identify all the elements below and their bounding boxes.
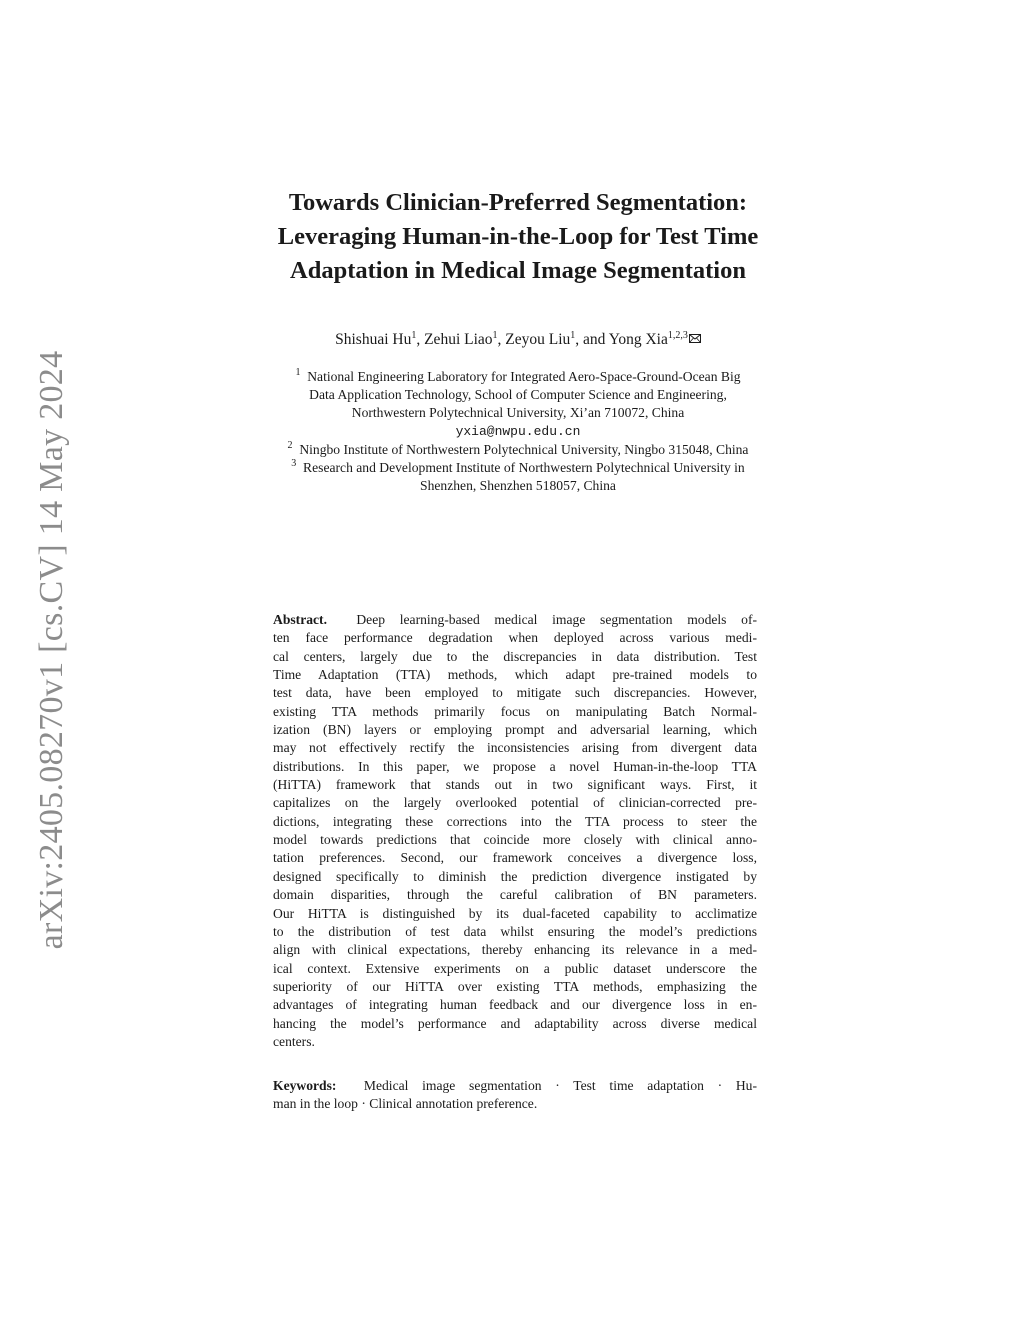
keywords-label: Keywords:	[273, 1078, 337, 1093]
author-affiliation-mark: 1	[570, 330, 576, 341]
keywords-line: man in the loop · Clinical annotation preference.	[273, 1096, 538, 1112]
paper-title	[212, 186, 824, 288]
abstract-line: distributions. In this paper, we propose a novel Human-in-the-loop TTA	[273, 758, 757, 774]
abstract-line: domain disparities, through the careful calibration of BN parameters.	[273, 887, 757, 903]
keywords-line	[273, 1077, 757, 1095]
abstract-line: tation preferences. Second, our framework conceives a divergence loss,	[273, 850, 757, 866]
title-line: Leveraging Human-in-the-Loop for Test Time	[277, 223, 759, 250]
abstract-line: advantages of integrating human feedback and our divergence loss in en-	[273, 997, 757, 1013]
abstract-line: test data, have been employed to mitigate such discrepancies. However,	[273, 685, 757, 701]
abstract-line: ten face performance degradation when deployed across various medi-	[273, 630, 757, 646]
affiliation-text: Research and Development Institute of Northwestern Polytechnical University in	[303, 460, 745, 476]
abstract-line: hancing the model’s performance and adaptability across diverse medical	[273, 1015, 757, 1031]
affiliation-text: National Engineering Laboratory for Integrated Aero-Space-Ground-Ocean Big	[307, 369, 741, 384]
abstract-line: centers.	[273, 1033, 315, 1049]
affiliation-1-cont: Northwestern Polytechnical University, Xi’an 710072, China	[351, 405, 685, 421]
abstract	[273, 611, 757, 1051]
contact-email[interactable]: yxia@nwpu.edu.cn	[455, 423, 581, 439]
abstract-line: cal centers, largely due to the discrepancies in data distribution. Test	[273, 648, 757, 664]
author-name: Shishuai Hu	[335, 331, 412, 348]
abstract-line: ization (BN) layers or employing prompt and adversarial learning, which	[273, 722, 757, 738]
abstract-line: superiority of our HiTTA over existing TTA methods, emphasizing the	[273, 978, 757, 994]
affiliation-mark: 1	[295, 367, 301, 378]
abstract-line: may not effectively rectify the inconsistencies arising from divergent data	[273, 740, 757, 756]
abstract-label: Abstract.	[273, 612, 327, 627]
affiliation-mark: 3	[291, 458, 297, 470]
author-affiliation-mark: 1	[411, 330, 417, 341]
envelope-icon	[689, 334, 701, 343]
abstract-line: capitalizes on the largely overlooked potential of clinician-corrected pre-	[273, 795, 757, 811]
abstract-line: designed specifically to diminish the prediction divergence instigated by	[273, 868, 757, 884]
affiliations	[200, 368, 836, 495]
title-line: Towards Clinician-Preferred Segmentation:	[288, 189, 748, 216]
author-name: Yong Xia	[608, 331, 668, 348]
abstract-line: to the distribution of test data whilst ensuring the model’s predictions	[273, 923, 757, 939]
author-affiliation-mark: 1	[492, 330, 498, 341]
keywords	[273, 1077, 757, 1114]
abstract-line: align with clinical expectations, thereby enhancing its relevance in a med-	[273, 942, 757, 958]
keywords-text: Medical image segmentation · Test time adaptation · Hu-	[363, 1078, 758, 1093]
affiliation-text: Ningbo Institute of Northwestern Polytechnical University, Ningbo 315048, China	[299, 441, 749, 457]
author-list	[212, 330, 824, 350]
author-separator: ,	[416, 331, 425, 348]
author-separator: ,	[497, 331, 506, 348]
affiliation-3-cont: Shenzhen, Shenzhen 518057, China	[420, 478, 616, 494]
affiliation-2	[200, 441, 836, 459]
abstract-line: existing TTA methods primarily focus on manipulating Batch Normal-	[273, 703, 757, 719]
abstract-line: Time Adaptation (TTA) methods, which adapt pre-trained models to	[273, 667, 757, 683]
affiliation-1	[200, 368, 836, 386]
title-line: Adaptation in Medical Image Segmentation	[290, 257, 746, 284]
author-name: Zeyou Liu	[505, 331, 571, 348]
abstract-text: Deep learning-based medical image segmentation models of-	[356, 612, 757, 627]
abstract-line: (HiTTA) framework that stands out in two significant ways. First, it	[273, 777, 757, 793]
author-separator: , and	[575, 331, 609, 348]
author-name: Zehui Liao	[424, 331, 493, 348]
abstract-line: dictions, integrating these corrections into the TTA process to steer the	[273, 813, 757, 829]
abstract-line	[273, 611, 757, 629]
author-affiliation-mark: 1,2,3	[667, 330, 688, 341]
abstract-line: ical context. Extensive experiments on a public dataset underscore the	[273, 960, 757, 976]
affiliation-mark: 2	[287, 439, 293, 451]
affiliation-1-cont: Data Application Technology, School of Computer Science and Engineering,	[309, 387, 727, 403]
affiliation-3	[200, 459, 836, 477]
abstract-line: model towards predictions that coincide more closely with clinical anno-	[273, 832, 757, 848]
abstract-line: Our HiTTA is distinguished by its dual-faceted capability to acclimatize	[273, 905, 757, 921]
arxiv-identifier: arXiv:2405.08270v1 [cs.CV] 14 May 2024	[33, 350, 70, 950]
